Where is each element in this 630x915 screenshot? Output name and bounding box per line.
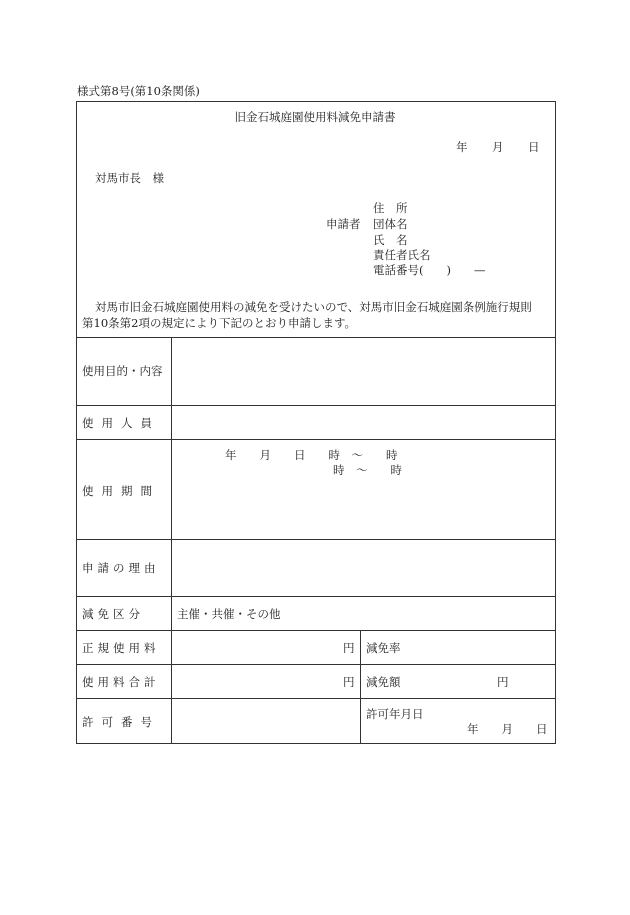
total-fee-yen: 円 <box>343 675 355 689</box>
row-divider <box>76 630 556 631</box>
reduction-rate-label: 減免率 <box>366 641 401 655</box>
applicant-name[interactable]: 氏 名 <box>373 233 408 247</box>
date-day[interactable]: 日 <box>528 140 540 154</box>
label-regular-fee: 正規使用料 <box>82 641 160 655</box>
row-divider <box>76 405 556 406</box>
permit-date-fields[interactable]: 年 月 日 <box>467 722 548 736</box>
row-divider <box>76 664 556 665</box>
period-line-2[interactable]: 時 ～ 時 <box>333 463 402 477</box>
label-category: 減免区分 <box>82 607 144 621</box>
applicant-phone[interactable]: 電話番号( ) — <box>373 263 486 277</box>
period-line-1[interactable]: 年 月 日 時 ～ 時 <box>225 448 398 462</box>
label-purpose: 使用目的・内容 <box>82 364 163 378</box>
label-permit-number: 許可番号 <box>82 715 160 729</box>
body-text-2: 第10条第2項の規定により下記のとおり申請します。 <box>82 316 357 330</box>
row-divider <box>76 698 556 699</box>
date-month[interactable]: 月 <box>492 140 504 154</box>
regular-fee-yen: 円 <box>343 641 355 655</box>
reduction-amount-label: 減免額 <box>366 675 401 689</box>
row-divider <box>76 439 556 440</box>
label-period: 使用期間 <box>82 484 160 498</box>
applicant-label: 申請者 <box>326 217 361 231</box>
reduction-amount-yen: 円 <box>497 675 509 689</box>
applicant-group[interactable]: 団体名 <box>373 217 408 231</box>
permit-date-label: 許可年月日 <box>366 707 424 721</box>
applicant-responsible[interactable]: 責任者氏名 <box>373 248 431 262</box>
label-reason: 申請の理由 <box>82 561 160 575</box>
applicant-address[interactable]: 住 所 <box>373 201 408 215</box>
form-number: 様式第8号(第10条関係) <box>77 84 200 98</box>
row-divider <box>76 596 556 597</box>
label-column-divider <box>171 337 172 744</box>
category-value[interactable]: 主催・共催・その他 <box>177 607 281 621</box>
form-title: 旧金石城庭園使用料減免申請書 <box>234 110 396 124</box>
label-total-fee: 使用料合計 <box>82 675 160 689</box>
body-text-1: 対馬市旧金石城庭園使用料の減免を受けたいので、対馬市旧金石城庭園条例施行規則 <box>95 300 532 314</box>
label-people: 使用人員 <box>82 416 160 430</box>
row-divider <box>76 337 556 338</box>
date-year[interactable]: 年 <box>456 140 468 154</box>
row-divider <box>76 539 556 540</box>
value-column-divider <box>360 630 361 744</box>
addressee: 対馬市長 様 <box>95 171 164 185</box>
